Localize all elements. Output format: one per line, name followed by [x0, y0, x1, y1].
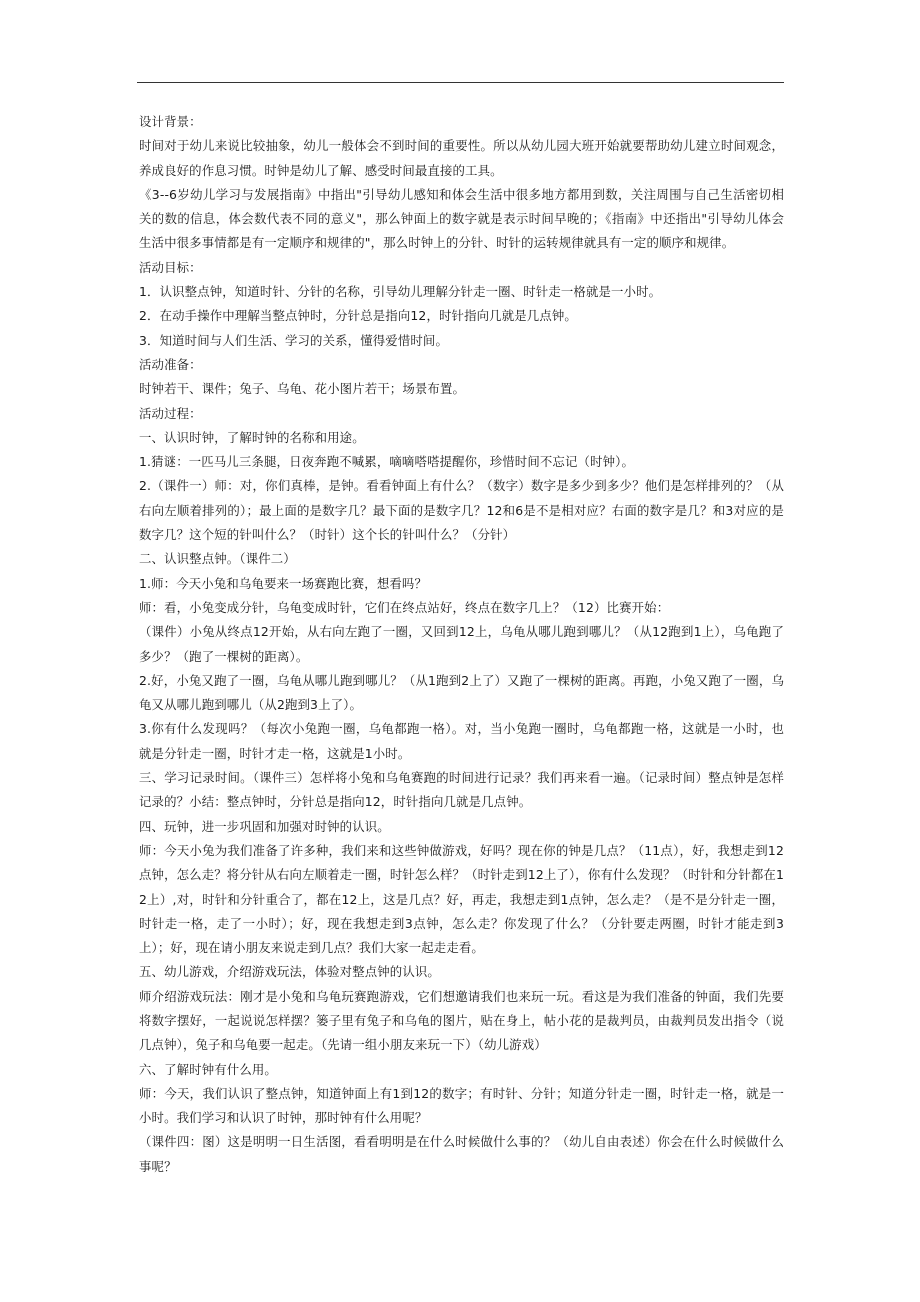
section-2-paragraph: （课件）小兔从终点12开始，从右向左跑了一圈，又回到12上，乌龟从哪儿跑到哪儿？（从12跑到1上），乌龟跑了多少？（跑了一棵树的距离）。 — [139, 624, 784, 664]
goal-item-3: 3．知道时间与人们生活、学习的关系，懂得爱惜时间。 — [139, 332, 449, 348]
goal-item-2: 2．在动手操作中理解当整点钟时，分针总是指向12，时针指向几就是几点钟。 — [139, 308, 577, 324]
header-rule — [137, 82, 784, 83]
paragraph-background-1: 时间对于幼儿来说比较抽象，幼儿一般体会不到时间的重要性。所以从幼儿园大班开始就要帮助幼儿建立时间观念，养成良好的作息习惯。时钟是幼儿了解、感受时间最直接的工具。 — [139, 138, 784, 178]
section-2-title: 二、认识整点钟。（课件二） — [139, 551, 296, 567]
section-3-paragraph: 三、学习记录时间。（课件三）怎样将小兔和乌龟赛跑的时间进行记录？我们再来看一遍。（记录时间）整点钟是怎样记录的？小结：整点钟时，分针总是指向12，时针指向几就是几点钟。 — [139, 770, 784, 810]
paragraph-background-2: 《3--6岁幼儿学习与发展指南》中指出"引导幼儿感知和体会生活中很多地方都用到数，关注周围与自己生活密切相关的数的信息，体会数代表不同的意义"，那么钟面上的数字就是表示时间早晚的；《指南》中还指出"引导幼儿体会生活中很多事情都是有一定顺序和规律的"，那么时钟上的分针、时针的运转规律就具有一定的顺序和规律。 — [139, 186, 784, 251]
goal-item-1: 1．认识整点钟，知道时针、分针的名称，引导幼儿理解分针走一圈、时针走一格就是一小时。 — [139, 284, 662, 300]
section-1-step-1: 1.猜谜：一匹马儿三条腿，日夜奔跑不喊累，嘀嘀嗒嗒提醒你，珍惜时间不忘记（时钟）。 — [139, 454, 635, 470]
section-4-paragraph: 师：今天小兔为我们准备了许多种，我们来和这些钟做游戏，好吗？现在你的钟是几点？（11点），好，我想走到12点钟，怎么走？将分针从右向左顺着走一圈，时针怎么样？（时针走到12上了），你有什么发现？（时针和分针都在12上）,对，时针和分针重合了，都在12上，这是几点？好，再走，我想走到1点钟，怎么走？（是不是分针走一圈，时针走一格，走了一小时）；好，现在我想走到3点钟，怎么走？你发现了什么？（分针要走两圈，时针才能走到3上）；好，现在请小朋友来说走到几点？我们大家一起走走看。 — [139, 842, 784, 956]
section-1-title: 一、认识时钟，了解时钟的名称和用途。 — [139, 429, 365, 445]
section-2-paragraph: 师：看，小兔变成分针，乌龟变成时针，它们在终点站好，终点在数字几上？（12）比赛开始： — [139, 599, 670, 615]
heading-design-background: 设计背景： — [139, 114, 202, 129]
section-5-paragraph: 师介绍游戏玩法：刚才是小兔和乌龟玩赛跑游戏，它们想邀请我们也来玩一玩。看这是为我们准备的钟面，我们先要将数字摆好，一起说说怎样摆？篓子里有兔子和乌龟的图片，贴在身上，帖小花的是裁判员，由裁判员发出指令（说几点钟），兔子和乌龟要一起走。（先请一组小朋友来玩一下）（幼儿游戏） — [139, 988, 784, 1053]
heading-activity-process: 活动过程： — [139, 405, 202, 421]
preparation-text: 时钟若干、课件；兔子、乌龟、花小图片若干；场景布置。 — [139, 381, 466, 397]
section-6-title: 六、了解时钟有什么用。 — [139, 1061, 277, 1077]
section-2-step-2: 2.好，小兔又跑了一圈，乌龟从哪儿跑到哪儿？（从1跑到2上了）又跑了一棵树的距离。再跑，小兔又跑了一圈，乌龟又从哪儿跑到哪儿（从2跑到3上了）。 — [139, 672, 784, 713]
section-5-title: 五、幼儿游戏，介绍游戏玩法，体验对整点钟的认识。 — [139, 964, 440, 980]
document-body — [139, 110, 784, 1179]
section-4-title: 四、玩钟，进一步巩固和加强对时钟的认识。 — [139, 818, 390, 834]
section-6-paragraph: （课件四：图）这是明明一日生活图，看看明明是在什么时候做什么事的？（幼儿自由表述）你会在什么时候做什么事呢？ — [139, 1134, 784, 1174]
heading-activity-goals: 活动目标： — [139, 259, 202, 275]
section-2-step-3: 3.你有什么发现吗？（每次小兔跑一圈，乌龟都跑一格）。对，当小兔跑一圈时，乌龟都跑一格，这就是一小时，也就是分针走一圈，时针才走一格，这就是1小时。 — [139, 721, 784, 761]
section-2-step-1: 1.师：今天小兔和乌龟要来一场赛跑比赛，想看吗？ — [139, 575, 428, 591]
section-6-paragraph: 师：今天，我们认识了整点钟，知道钟面上有1到12的数字；有时针、分针；知道分针走一圈，时针走一格，就是一小时。我们学习和认识了时钟，那时钟有什么用呢？ — [139, 1085, 784, 1126]
section-1-step-2: 2.（课件一）师：对，你们真棒，是钟。看看钟面上有什么？（数字）数字是多少到多少？他们是怎样排列的？（从右向左顺着排列的）；最上面的是数字几？最下面的是数字几？12和6是不是相对应？右面的数字是几？和3对应的是数字几？这个短的针叫什么？（时针）这个长的针叫什么？（分针） — [139, 478, 784, 543]
heading-activity-preparation: 活动准备： — [139, 356, 202, 372]
